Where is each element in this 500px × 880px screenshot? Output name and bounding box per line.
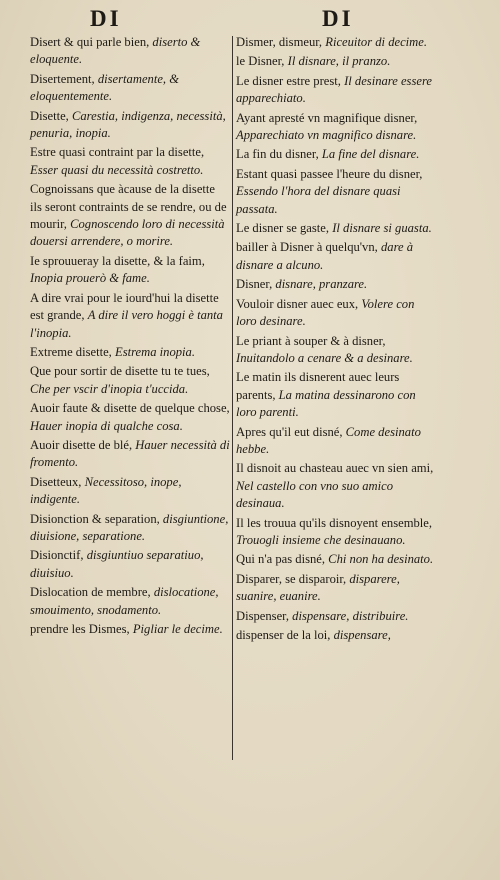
entry-french: Auoir disette de blé, <box>30 437 133 452</box>
dictionary-entry <box>30 621 230 638</box>
dictionary-entry <box>236 460 436 512</box>
entry-italian: dare à disnare a alcuno. <box>236 240 414 272</box>
entry-italian: dispensare, <box>333 628 391 642</box>
entry-italian: Il disnare, il pranzo. <box>287 54 391 69</box>
entry-french: Extreme disette, <box>30 344 112 359</box>
entry-french: Disetteux, <box>30 474 82 489</box>
dictionary-entry <box>236 146 436 163</box>
dictionary-entry <box>30 181 230 251</box>
entry-italian: La matina dessinarono con loro parenti. <box>236 387 416 420</box>
entry-italian: Essendo l'hora del disnare quasi passata. <box>236 184 401 216</box>
running-head-left: DI <box>90 6 122 31</box>
dictionary-entry <box>236 551 436 568</box>
entry-italian: Necessitoso, inope, indigente. <box>30 474 182 507</box>
entry-french: Le disner estre prest, <box>236 73 341 88</box>
dictionary-entry <box>236 296 436 331</box>
entry-italian: Carestia, indigenza, necessità, penuria, inopia. <box>30 108 226 141</box>
entry-italian: A dire il vero hoggi è tanta l'inopia. <box>30 308 223 340</box>
entry-italian: Riceuitor di decime. <box>325 35 428 49</box>
entry-french: Estre quasi contraint par la disette, <box>30 145 205 160</box>
entry-italian: dislocatione, smouimento, snodamento. <box>30 585 219 617</box>
running-header <box>0 6 500 32</box>
dictionary-entry <box>236 333 436 368</box>
entry-french: bailler à Disner à quelqu'vn, <box>236 240 378 255</box>
dictionary-entry <box>30 363 230 398</box>
entry-french: Disner, <box>236 277 273 292</box>
entry-italian: Inopia prouerò & fame. <box>30 271 150 286</box>
entry-italian: Apparechiato vn magnifico disnare. <box>236 128 417 143</box>
dictionary-entry <box>236 571 436 606</box>
entry-italian: Esser quasi du necessità costretto. <box>30 162 204 177</box>
dictionary-entry <box>30 344 230 361</box>
left-column <box>30 34 230 640</box>
entry-french: Disionctif, <box>30 548 84 563</box>
dictionary-entry <box>236 110 436 145</box>
entry-italian: disparere, suanire, euanire. <box>236 571 400 604</box>
dictionary-entry <box>30 34 230 69</box>
entry-french: Apres qu'il eut disné, <box>236 424 343 439</box>
dictionary-entry <box>30 437 230 472</box>
entry-italian: Estrema inopia. <box>115 344 195 359</box>
dictionary-entry <box>236 627 436 644</box>
entry-french: Le matin ils disnerent auec leurs parents, <box>236 370 400 402</box>
entry-french: Estant quasi passee l'heure du disner, <box>236 166 423 181</box>
entry-italian: dispensare, distribuire. <box>292 608 409 623</box>
entry-italian: Chi non ha desinato. <box>328 552 434 567</box>
dictionary-entry <box>236 34 436 51</box>
entry-french: Le disner se gaste, <box>236 221 330 236</box>
entry-french: Que pour sortir de disette tu te tues, <box>30 364 210 379</box>
entry-italian: Cognoscendo loro di necessità douersi arrendere, o morire. <box>30 217 225 249</box>
entry-italian: Pigliar le decime. <box>132 622 223 636</box>
entry-french: Ie sprouueray la disette, & la faim, <box>30 253 205 268</box>
entry-italian: Come desinato hebbe. <box>236 424 421 456</box>
dictionary-entry <box>236 239 436 274</box>
dictionary-entry <box>236 220 436 237</box>
entry-french: Il les trouua qu'ils disnoyent ensemble, <box>236 515 433 530</box>
entry-french: Dismer, dismeur, <box>236 35 323 49</box>
entry-french: dispenser de la loi, <box>236 628 331 642</box>
entry-french: Vouloir disner auec eux, <box>236 296 359 311</box>
entry-french: prendre les Dismes, <box>30 622 130 636</box>
dictionary-entry <box>30 253 230 288</box>
entry-french: Le priant à souper & à disner, <box>236 333 386 348</box>
entry-french: Disette, <box>30 108 69 123</box>
entry-italian: Che per vscir d'inopia t'uccida. <box>30 381 189 396</box>
entry-italian: diserto & eloquente. <box>30 35 201 67</box>
dictionary-entry <box>30 71 230 106</box>
entry-italian: disertamente, & eloquentemente. <box>30 71 180 104</box>
entry-italian: Hauer necessità di fromento. <box>30 437 230 470</box>
entry-french: Dislocation de membre, <box>30 585 151 600</box>
entry-italian: Inuitandolo a cenare & a desinare. <box>236 350 413 365</box>
dictionary-entry <box>30 584 230 619</box>
entry-french: Disionction & separation, <box>30 511 160 526</box>
entry-italian: Nel castello con vno suo amico desinaua. <box>236 478 394 511</box>
entry-french: Qui n'a pas disné, <box>236 552 326 567</box>
entry-french: A dire vrai pour le iourd'hui la disette est grande, <box>30 290 219 323</box>
running-head-right: DI <box>322 6 354 31</box>
dictionary-entry <box>30 547 230 582</box>
dictionary-entry <box>30 511 230 546</box>
entry-french: Il disnoit au chasteau auec vn sien ami, <box>236 461 434 476</box>
dictionary-entry <box>236 166 436 218</box>
dictionary-entry <box>236 276 436 293</box>
entry-french: Dispenser, <box>236 608 290 623</box>
entry-french: le Disner, <box>236 54 285 69</box>
entry-italian: La fine del disnare. <box>321 147 420 162</box>
dictionary-entry <box>30 144 230 179</box>
entry-french: Cognoissans que àcause de la disette ils seront contraints de se rendre, ou de mourir, <box>30 182 227 232</box>
dictionary-entry <box>236 53 436 70</box>
entry-french: Ayant apresté vn magnifique disner, <box>236 110 418 125</box>
dictionary-entry <box>236 369 436 421</box>
column-divider <box>232 36 233 760</box>
entry-italian: Il desinare essere apparechiato. <box>236 73 432 106</box>
entry-italian: Trouogli insieme che desinauano. <box>236 532 406 547</box>
dictionary-entry <box>30 474 230 509</box>
dictionary-entry <box>236 515 436 550</box>
entry-french: Disparer, se disparoir, <box>236 571 347 586</box>
entry-italian: disgiuntione, diuisione, separatione. <box>30 511 229 543</box>
entry-italian: disnare, pranzare. <box>275 277 368 292</box>
dictionary-entry <box>236 608 436 625</box>
dictionary-entry <box>236 73 436 108</box>
dictionary-entry <box>30 108 230 143</box>
entry-french: Auoir faute & disette de quelque chose, <box>30 401 230 416</box>
dictionary-entry <box>30 400 230 435</box>
entry-italian: Hauer inopia di qualche cosa. <box>30 418 183 433</box>
dictionary-entry <box>236 424 436 459</box>
entry-french: La fin du disner, <box>236 147 319 162</box>
entry-italian: Volere con loro desinare. <box>236 296 415 329</box>
right-column <box>236 34 436 646</box>
entry-italian: disgiuntiuo separatiuo, diuisiuo. <box>30 548 204 580</box>
entry-french: Disertement, <box>30 71 95 86</box>
entry-italian: Il disnare si guasta. <box>332 221 432 236</box>
dictionary-entry <box>30 290 230 342</box>
entry-french: Disert & qui parle bien, <box>30 35 150 49</box>
